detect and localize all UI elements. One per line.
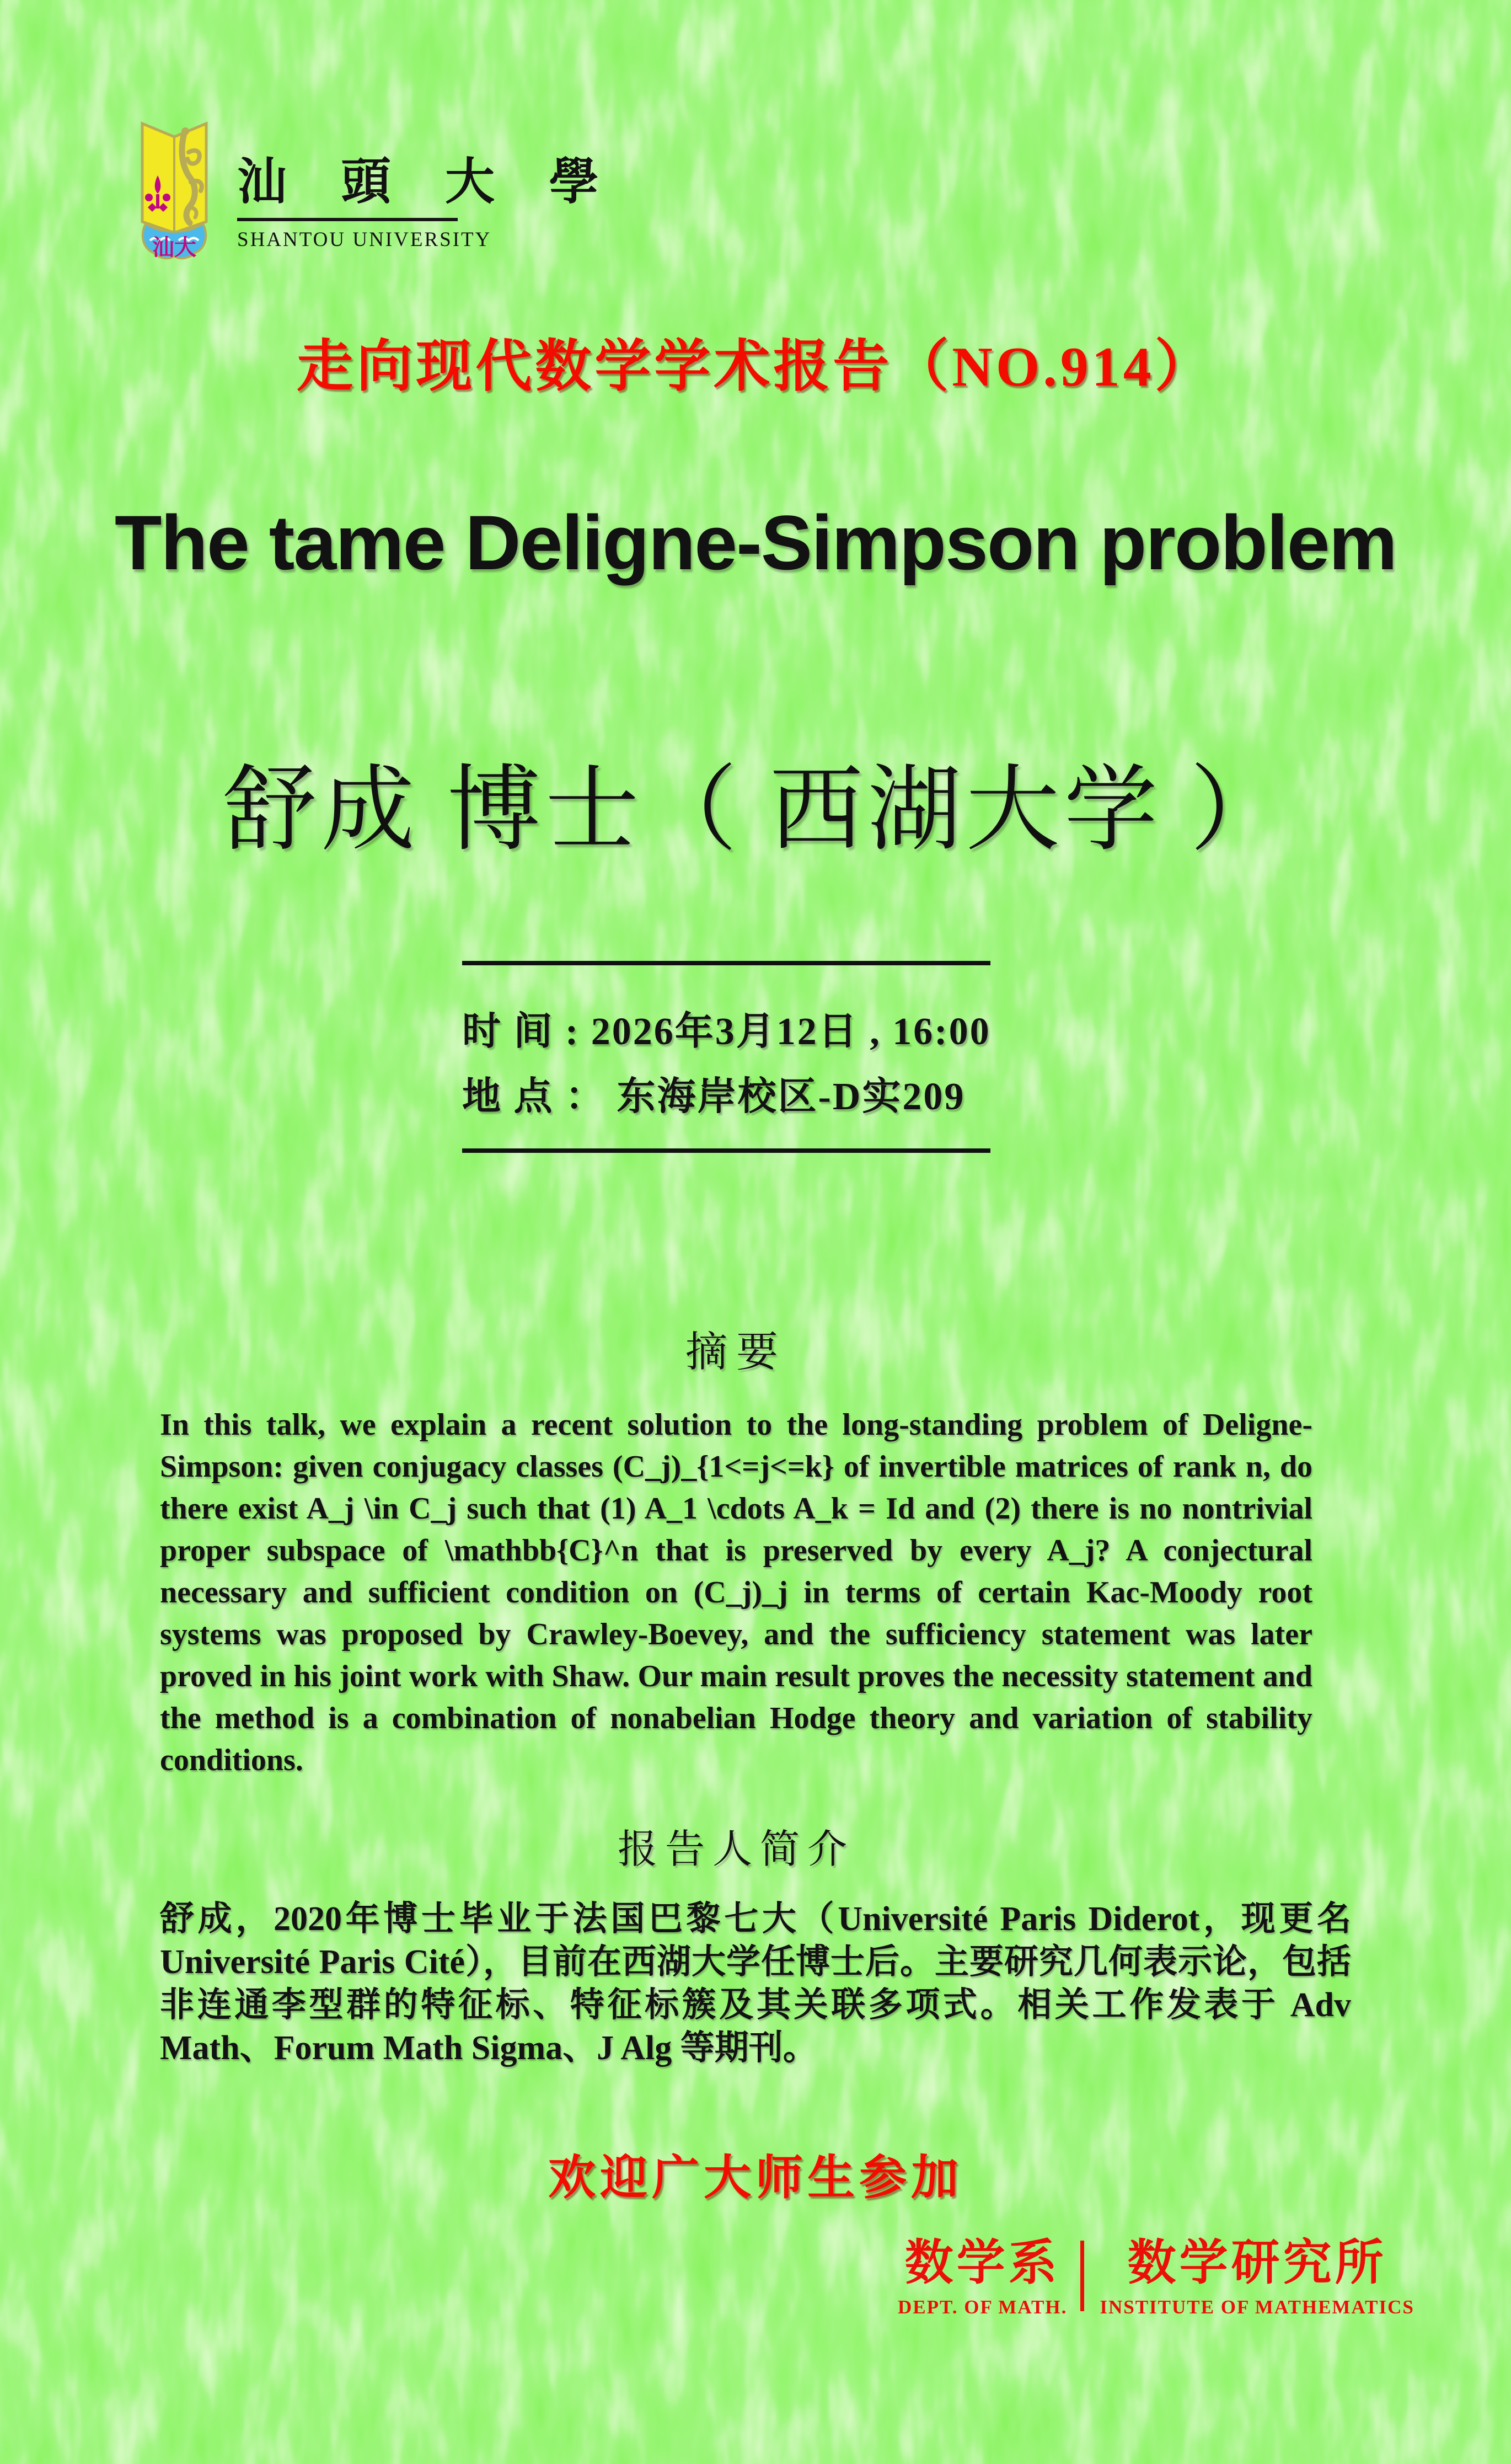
footer-divider-line bbox=[1080, 2241, 1084, 2311]
university-name-en: SHANTOU UNIVERSITY bbox=[237, 228, 492, 251]
footer-logos bbox=[898, 2237, 1414, 2318]
series-title: 走向现代数学学术报告（NO.914） bbox=[297, 336, 1214, 398]
details-bottom-rule bbox=[462, 1148, 990, 1153]
emblem-text: 汕大 bbox=[152, 235, 196, 260]
abstract-body: In this talk, we explain a recent solution to the long-standing problem of Deligne-Simpson: given conjugacy classes (C_j)_{1<=j<=k} of invertible matrices of rank n, do there exist A_j \in C_j such that (1) A_1 \cdots A_k = Id and (2) there is no nontrivial proper subspace of \mathbb{C}^n that is preserved by every A_j? A conjectural necessary and sufficient condition on (C_j)_j in terms of certain Kac-Moody root systems was proposed by Crawley-Boevey, and the sufficiency statement was later proved in his joint work with Shaw. Our main result proves the necessity statement and the method is a combination of nonabelian Hodge theory and variation of stability conditions. bbox=[160, 1408, 1312, 1777]
venue-line: 地 点 ： 东海岸校区-D实209 bbox=[462, 1076, 966, 1118]
logo-divider-line bbox=[237, 218, 458, 221]
institute-name-zh: 数学研究所 bbox=[1127, 2237, 1387, 2290]
dept-of-math-logo bbox=[898, 2237, 1067, 2318]
institute-name-en: INSTITUTE OF MATHEMATICS bbox=[1100, 2296, 1414, 2318]
speaker-line: 舒成 博士（ 西湖大学 ） bbox=[223, 758, 1288, 862]
abstract-heading: 摘要 bbox=[685, 1329, 787, 1376]
dept-name-en: DEPT. OF MATH. bbox=[898, 2296, 1068, 2318]
dept-name-zh: 数学系 bbox=[904, 2237, 1060, 2290]
closing-line: 欢迎广大师生参加 bbox=[548, 2151, 963, 2204]
bio-body: 舒成，2020年博士毕业于法国巴黎七大（Université Paris Diderot，现更名 Université Paris Cité），目前在西湖大学任博士后。主要研究几何表示论，包括非连通李型群的特征标、特征标簇及其关联多项式。相关工作发表于 Adv Math、Forum Math Sigma、J Alg 等期刊。 bbox=[160, 1900, 1351, 2067]
university-logo bbox=[138, 117, 620, 263]
details-block bbox=[462, 1000, 1069, 1130]
talk-title: The tame Deligne-Simpson problem bbox=[114, 499, 1397, 586]
institute-of-math-logo bbox=[1100, 2237, 1414, 2318]
details-top-rule bbox=[462, 961, 990, 965]
university-name-zh: 汕 頭 大 學 bbox=[237, 155, 620, 210]
bio-heading: 报告人简介 bbox=[617, 1827, 855, 1872]
time-line: 时 间 : 2026年3月12日 , 16:00 bbox=[462, 1011, 991, 1053]
university-emblem-icon bbox=[138, 117, 211, 263]
